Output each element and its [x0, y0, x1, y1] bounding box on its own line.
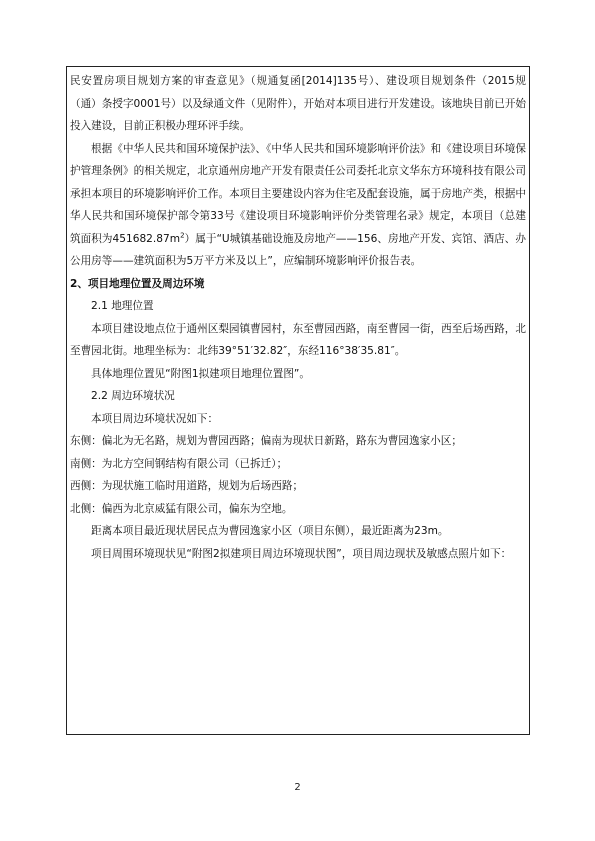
south-side-line: 南侧：为北方空间钢结构有限公司（已拆迁）； — [70, 457, 288, 470]
subsection-heading-location: 2.1 地理位置 — [91, 300, 154, 312]
photos-reference-paragraph: 项目周围环境现状见“附图2拟建项目周边环境现状图”，项目周边现状及敏感点照片如下： — [91, 547, 512, 560]
page-number: 2 — [294, 782, 301, 793]
content-frame — [66, 66, 530, 735]
document-body — [70, 70, 526, 565]
section-heading: 2、项目地理位置及周边环境 — [70, 277, 205, 290]
subsection-heading-surroundings: 2.2 周边环境状况 — [91, 390, 175, 402]
legal-basis-text-end: ）属于“U城镇基础设施及房地产——156、房地产开发、宾馆、酒店、办公用房等——建筑面积为5万平方米及以上”，应编制环境影响评价报告表。 — [70, 232, 526, 267]
location-reference: 具体地理位置见“附图1拟建项目地理位置图”。 — [91, 367, 310, 380]
legal-basis-paragraph — [70, 138, 526, 273]
surroundings-intro: 本项目周边环境状况如下： — [91, 412, 219, 425]
north-side-line: 北侧：偏西为北京威猛有限公司，偏东为空地。 — [70, 502, 293, 515]
location-paragraph: 本项目建设地点位于通州区梨园镇曹园村，东至曹园西路，南至曹园一街，西至后场西路，北至曹园北街。地理坐标为：北纬39°51′32.82″，东经116°38′35.81″。 — [70, 322, 526, 357]
nearest-residence-paragraph: 距离本项目最近现状居民点为曹园逸家小区（项目东侧），最近距离为23m。 — [91, 525, 449, 537]
intro-continuation-paragraph: 民安置房项目规划方案的审查意见》（规通复函[2014]135号）、建设项目规划条件（2015规（通）条授字0001号）以及绿通文件（见附件），开始对本项目进行开发建设。该地块目前已开始投入建设，目前正积极办理环评手续。 — [70, 75, 527, 132]
area-unit-superscript: 2 — [180, 230, 185, 239]
east-side-line: 东侧：偏北为无名路，规划为曹园西路；偏南为现状日新路，路东为曹园逸家小区； — [70, 435, 462, 447]
legal-basis-text: 根据《中华人民共和国环境保护法》、《中华人民共和国环境影响评价法》和《建设项目环境保护管理条例》的相关规定，北京通州房地产开发有限责任公司委托北京文华东方环境科技有限公司承担本项目的环境影响评价工作。本项目主要建设内容为住宅及配套设施，属于房地产类，根据中华人民共和国环境保护部令第33号《建设项目环境影响评价分类管理名录》规定，本项目（总建筑面积为451682.87m — [70, 142, 526, 245]
west-side-line: 西侧：为现状施工临时用道路，规划为后场西路； — [70, 480, 304, 492]
